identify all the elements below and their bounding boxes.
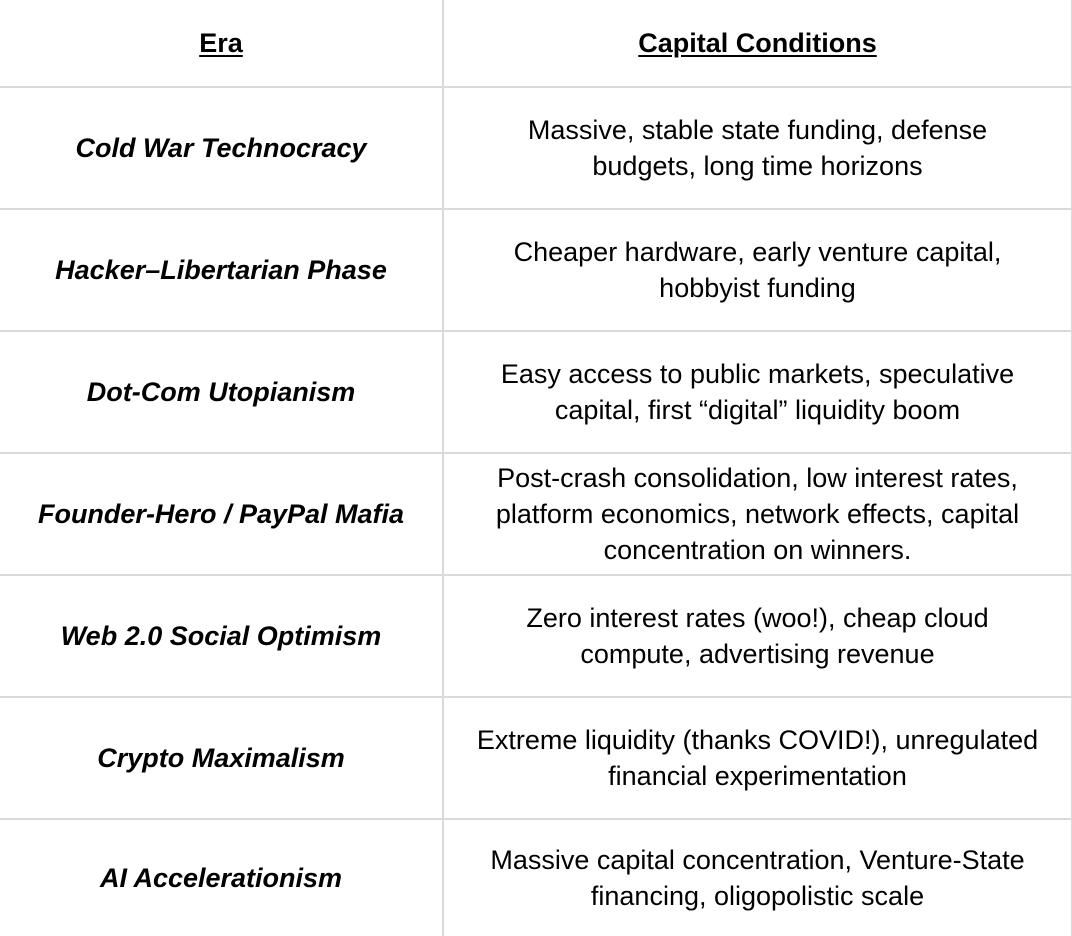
era-cell: Cold War Technocracy	[0, 87, 443, 209]
capital-conditions-cell: Massive capital concentration, Venture-State financing, oligopolistic scale	[443, 819, 1072, 936]
capital-conditions-cell: Zero interest rates (woo!), cheap cloud compute, advertising revenue	[443, 575, 1072, 697]
table-row	[0, 87, 1072, 209]
capital-conditions-cell: Extreme liquidity (thanks COVID!), unregulated financial experimentation	[443, 697, 1072, 819]
table-row	[0, 575, 1072, 697]
table-row	[0, 209, 1072, 331]
era-cell: Web 2.0 Social Optimism	[0, 575, 443, 697]
table-row	[0, 331, 1072, 453]
era-cell: AI Accelerationism	[0, 819, 443, 936]
capital-conditions-cell: Easy access to public markets, speculative capital, first “digital” liquidity boom	[443, 331, 1072, 453]
table-row	[0, 453, 1072, 575]
capital-conditions-cell: Cheaper hardware, early venture capital, hobbyist funding	[443, 209, 1072, 331]
table-header-row	[0, 0, 1072, 87]
era-cell: Crypto Maximalism	[0, 697, 443, 819]
capital-conditions-cell: Post-crash consolidation, low interest rates, platform economics, network effects, capital concentration on winners.	[443, 453, 1072, 575]
column-header-era: Era	[0, 0, 443, 87]
table-row	[0, 697, 1072, 819]
era-cell: Founder-Hero / PayPal Mafia	[0, 453, 443, 575]
capital-conditions-cell: Massive, stable state funding, defense budgets, long time horizons	[443, 87, 1072, 209]
table-row	[0, 819, 1072, 936]
column-header-capital-conditions: Capital Conditions	[443, 0, 1072, 87]
era-cell: Hacker–Libertarian Phase	[0, 209, 443, 331]
era-cell: Dot-Com Utopianism	[0, 331, 443, 453]
